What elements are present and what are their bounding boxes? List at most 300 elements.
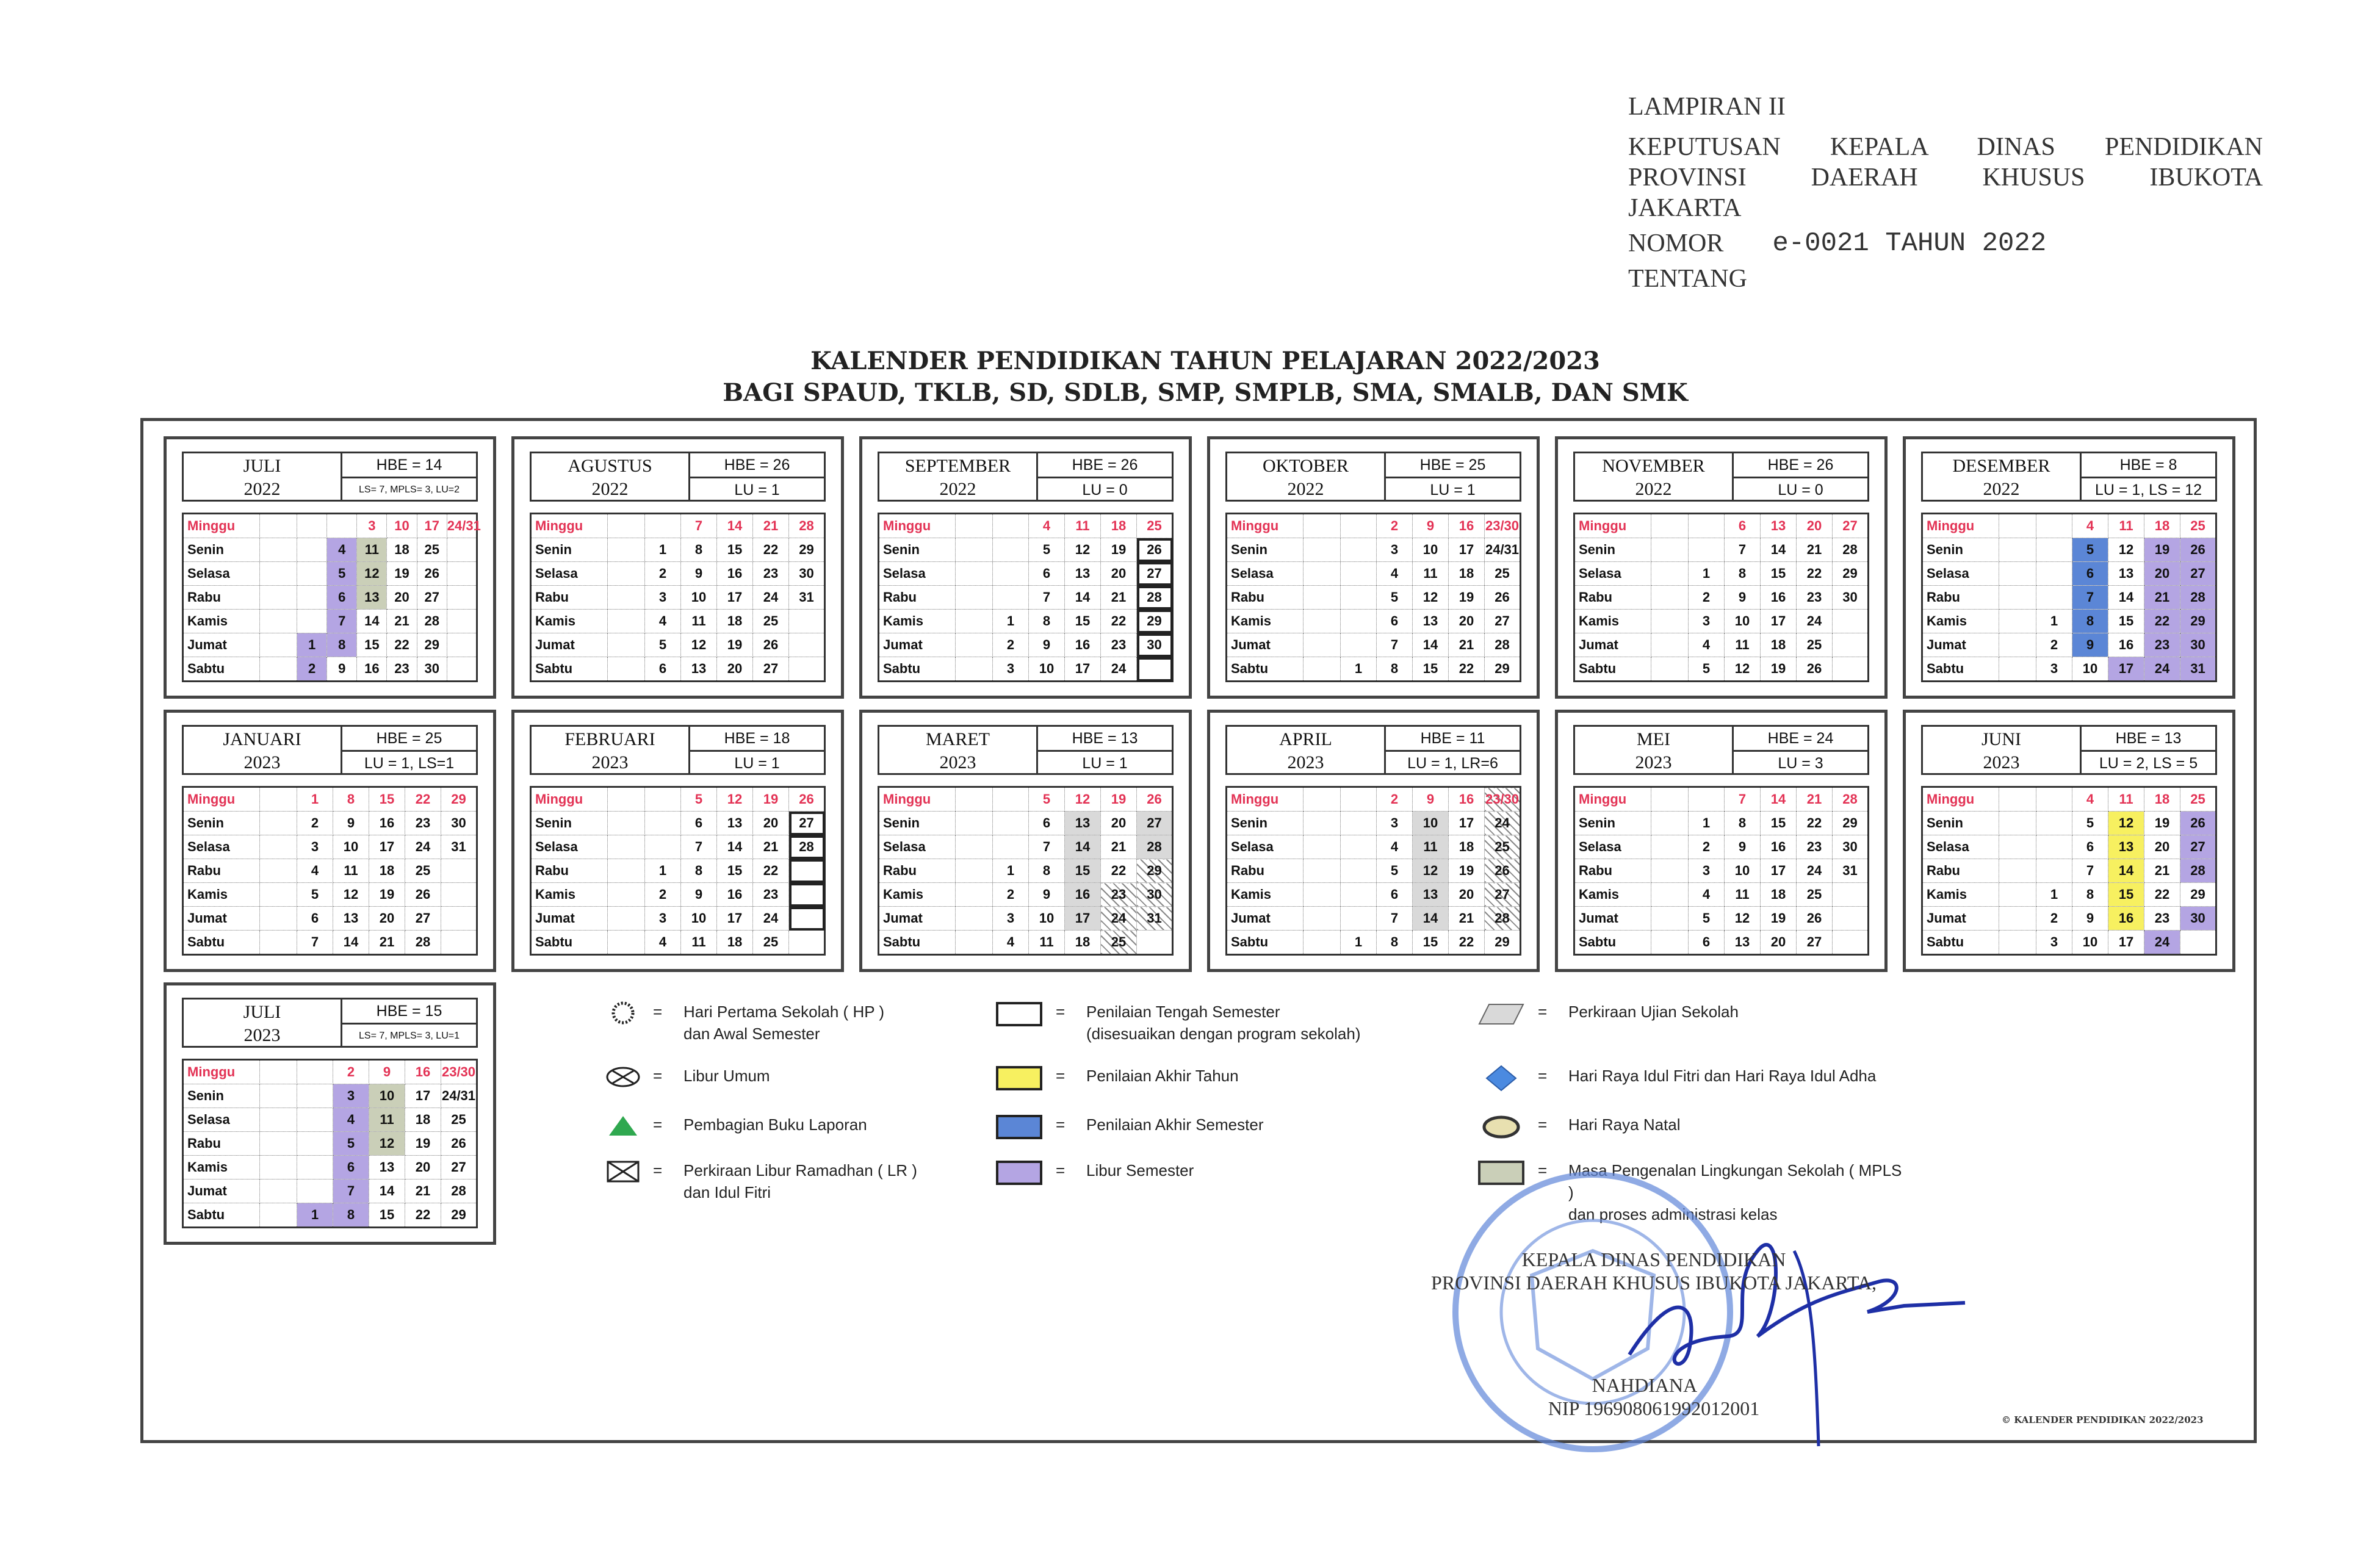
provinsi-line: PROVINSI DAERAH KHUSUS IBUKOTA (1628, 164, 2263, 192)
day-label: Selasa (531, 562, 608, 586)
date-cell: 15 (1761, 812, 1797, 835)
date-cell: 12 (2108, 812, 2144, 835)
date-cell (1833, 931, 1869, 955)
date-cell: 14 (357, 610, 387, 633)
date-cell: 6 (681, 812, 717, 835)
month-stats (690, 453, 824, 500)
date-cell: 3 (2036, 657, 2072, 682)
date-cell: 15 (1761, 562, 1797, 586)
date-cell: 29 (441, 787, 477, 812)
date-cell (1341, 610, 1377, 633)
month-header (1573, 725, 1869, 775)
date-cell: 2 (993, 883, 1029, 907)
date-cell: 18 (1101, 514, 1137, 538)
date-cell: 8 (333, 787, 369, 812)
day-label: Sabtu (1227, 657, 1304, 682)
month-name (1923, 453, 2082, 500)
date-cell: 13 (1725, 931, 1761, 955)
date-cell: 27 (1485, 883, 1521, 907)
day-label: Minggu (183, 787, 260, 812)
date-cell: 28 (1833, 538, 1869, 562)
date-cell: 21 (405, 1180, 441, 1203)
day-label: Minggu (1922, 514, 1999, 538)
week-row-selasa (1227, 562, 1521, 586)
date-cell: 15 (369, 787, 405, 812)
date-cell: 30 (1137, 883, 1173, 907)
date-cell: 15 (357, 633, 387, 657)
date-cell (2036, 586, 2072, 610)
spacer-cell (1304, 835, 1341, 859)
day-label: Selasa (183, 1108, 260, 1132)
spacer-cell (1651, 514, 1689, 538)
date-cell: 23 (1797, 586, 1833, 610)
date-cell (1833, 633, 1869, 657)
date-cell (789, 907, 825, 931)
spacer-cell (1304, 787, 1341, 812)
date-cell (447, 562, 477, 586)
day-label: Senin (1574, 538, 1651, 562)
legend-equals: = (653, 1161, 663, 1180)
date-cell: 21 (2144, 586, 2180, 610)
date-cell: 8 (1725, 562, 1761, 586)
date-cell: 16 (405, 1060, 441, 1084)
date-cell: 5 (1689, 657, 1725, 682)
date-cell: 6 (1377, 883, 1413, 907)
date-cell: 22 (405, 787, 441, 812)
date-cell: 1 (1689, 812, 1725, 835)
date-cell: 13 (1413, 883, 1449, 907)
date-cell (789, 883, 825, 907)
week-row-selasa (531, 835, 825, 859)
spacer-cell (608, 787, 645, 812)
spacer-cell (260, 562, 297, 586)
date-cell: 5 (1689, 907, 1725, 931)
holiday-summary: LU = 2, LS = 5 (2082, 750, 2215, 775)
date-cell: 12 (1065, 787, 1101, 812)
day-label: Selasa (531, 835, 608, 859)
spacer-cell (260, 1132, 297, 1156)
date-cell (993, 586, 1029, 610)
week-row-kamis (1574, 883, 1869, 907)
month-november-2022 (1555, 436, 1888, 699)
date-cell (2036, 562, 2072, 586)
date-cell: 5 (327, 562, 357, 586)
date-cell: 28 (405, 931, 441, 955)
week-row-kamis (531, 610, 825, 633)
day-label: Kamis (183, 883, 260, 907)
date-cell (1689, 514, 1725, 538)
date-cell: 5 (333, 1132, 369, 1156)
date-cell: 21 (1101, 586, 1137, 610)
date-cell: 25 (2180, 514, 2216, 538)
date-cell: 26 (405, 883, 441, 907)
date-cell: 4 (333, 1108, 369, 1132)
date-cell (1341, 859, 1377, 883)
spacer-cell (608, 812, 645, 835)
date-cell: 27 (1485, 610, 1521, 633)
date-cell: 22 (2144, 610, 2180, 633)
week-row-kamis (1922, 883, 2216, 907)
date-cell: 5 (1029, 538, 1065, 562)
month-year: 2022 (939, 479, 976, 499)
day-label: Kamis (183, 610, 260, 633)
week-row-rabu (1574, 859, 1869, 883)
legend-text: Perkiraan Libur Ramadhan ( LR ) dan Idul Fitri (683, 1161, 917, 1201)
spacer-cell (1999, 835, 2036, 859)
day-label: Rabu (183, 859, 260, 883)
date-cell: 19 (2144, 812, 2180, 835)
date-cell: 5 (2072, 812, 2108, 835)
week-row-minggu (531, 514, 825, 538)
signature-block (1410, 1248, 1898, 1420)
day-label: Senin (183, 812, 260, 835)
spacer-cell (956, 562, 993, 586)
day-label: Kamis (531, 610, 608, 633)
date-cell: 23 (2144, 907, 2180, 931)
spacer-cell (1651, 538, 1689, 562)
date-cell: 16 (1761, 586, 1797, 610)
month-juli-2022 (164, 436, 496, 699)
date-cell: 14 (1065, 835, 1101, 859)
date-cell: 10 (2072, 931, 2108, 955)
date-cell: 16 (1761, 835, 1797, 859)
pas-icon (995, 1114, 1033, 1138)
date-cell: 18 (387, 538, 417, 562)
date-cell: 26 (441, 1132, 477, 1156)
date-cell: 11 (1413, 562, 1449, 586)
date-cell: 4 (1377, 562, 1413, 586)
date-cell (1689, 787, 1725, 812)
tentang-label: TENTANG (1628, 265, 1747, 293)
week-row-sabtu (1574, 931, 1869, 955)
date-cell: 24 (753, 907, 789, 931)
legend-item (995, 1065, 1459, 1114)
spacer-cell (608, 633, 645, 657)
week-row-minggu (879, 787, 1173, 812)
date-cell: 16 (717, 883, 753, 907)
legend-equals: = (1538, 1003, 1548, 1021)
week-row-selasa (879, 835, 1173, 859)
signature-title-2: PROVINSI DAERAH KHUSUS IBUKOTA JAKARTA, (1431, 1272, 1877, 1294)
date-cell: 27 (2180, 562, 2216, 586)
date-cell: 22 (1101, 610, 1137, 633)
date-cell: 4 (645, 610, 681, 633)
spacer-cell (260, 883, 297, 907)
day-label: Rabu (1922, 859, 1999, 883)
date-cell: 8 (1029, 610, 1065, 633)
date-cell: 24/31 (447, 514, 477, 538)
date-cell: 25 (753, 931, 789, 955)
date-cell: 29 (1833, 562, 1869, 586)
date-cell: 17 (2108, 657, 2144, 682)
week-row-jumat (879, 633, 1173, 657)
date-cell: 22 (1797, 812, 1833, 835)
day-label: Kamis (1227, 610, 1304, 633)
week-row-jumat (183, 1180, 477, 1203)
date-cell: 13 (1413, 610, 1449, 633)
date-cell: 16 (1065, 633, 1101, 657)
date-cell: 20 (1449, 883, 1485, 907)
date-cell: 28 (789, 835, 825, 859)
date-cell: 24 (1797, 859, 1833, 883)
month-name (184, 727, 342, 773)
date-cell (993, 514, 1029, 538)
date-cell: 3 (2036, 931, 2072, 955)
spacer-cell (260, 514, 297, 538)
date-cell: 24 (405, 835, 441, 859)
date-cell (2036, 859, 2072, 883)
day-label: Sabtu (183, 657, 260, 682)
date-cell: 29 (789, 538, 825, 562)
date-cell: 30 (2180, 907, 2216, 931)
month-title: SEPTEMBER (904, 456, 1011, 476)
date-cell: 19 (1101, 787, 1137, 812)
date-cell: 6 (327, 586, 357, 610)
month-name (184, 1000, 342, 1046)
date-cell: 14 (1065, 586, 1101, 610)
month-name (1575, 453, 1734, 500)
day-label: Kamis (1574, 610, 1651, 633)
spacer-cell (260, 610, 297, 633)
legend-text: Pembagian Buku Laporan (683, 1115, 867, 1134)
date-cell: 21 (369, 931, 405, 955)
date-cell: 26 (1137, 787, 1173, 812)
day-label: Rabu (1574, 859, 1651, 883)
date-cell: 18 (717, 931, 753, 955)
month-title: NOVEMBER (1602, 456, 1705, 476)
day-label: Rabu (1227, 859, 1304, 883)
date-cell: 26 (1137, 538, 1173, 562)
date-cell: 3 (645, 586, 681, 610)
date-cell: 7 (1725, 538, 1761, 562)
date-cell: 22 (387, 633, 417, 657)
legend-text: Hari Raya Natal (1568, 1115, 1681, 1134)
date-cell: 10 (333, 835, 369, 859)
date-cell: 10 (387, 514, 417, 538)
month-stats (342, 453, 476, 500)
date-cell: 28 (1485, 633, 1521, 657)
day-label: Selasa (1227, 562, 1304, 586)
date-cell (1341, 835, 1377, 859)
ls-icon (995, 1159, 1033, 1184)
date-cell: 19 (1761, 657, 1797, 682)
week-row-minggu (1574, 514, 1869, 538)
week-row-rabu (531, 859, 825, 883)
date-cell: 15 (2108, 883, 2144, 907)
spacer-cell (608, 610, 645, 633)
spacer-cell (608, 931, 645, 955)
date-cell: 9 (1725, 835, 1761, 859)
spacer-cell (956, 883, 993, 907)
date-cell: 28 (1137, 835, 1173, 859)
date-cell: 1 (2036, 883, 2072, 907)
month-stats (1734, 453, 1867, 500)
date-cell: 18 (1449, 835, 1485, 859)
date-cell: 18 (2144, 514, 2180, 538)
date-cell (645, 514, 681, 538)
spacer-cell (956, 633, 993, 657)
day-label: Kamis (1922, 883, 1999, 907)
week-row-sabtu (183, 1203, 477, 1228)
legend-text: Penilaian Akhir Semester (1086, 1115, 1264, 1134)
spacer-cell (1999, 931, 2036, 955)
date-cell: 24/31 (441, 1084, 477, 1108)
date-cell (441, 907, 477, 931)
date-cell: 26 (2180, 812, 2216, 835)
date-cell: 10 (681, 907, 717, 931)
week-row-jumat (1574, 907, 1869, 931)
date-cell: 1 (2036, 610, 2072, 633)
spacer-cell (1304, 514, 1341, 538)
date-cell: 2 (2036, 633, 2072, 657)
week-row-minggu (1227, 514, 1521, 538)
date-cell: 11 (2108, 514, 2144, 538)
spacer-cell (1999, 610, 2036, 633)
month-stats (1734, 727, 1867, 773)
month-year: 2023 (939, 752, 976, 773)
spacer-cell (1999, 562, 2036, 586)
date-cell: 30 (1833, 835, 1869, 859)
day-label: Rabu (183, 586, 260, 610)
date-cell: 8 (1377, 657, 1413, 682)
date-cell: 20 (387, 586, 417, 610)
date-cell (447, 610, 477, 633)
date-cell: 5 (681, 787, 717, 812)
spacer-cell (1304, 812, 1341, 835)
date-cell: 22 (1449, 657, 1485, 682)
date-cell: 1 (297, 1203, 333, 1228)
date-cell: 4 (1689, 633, 1725, 657)
week-row-minggu (183, 514, 477, 538)
date-cell: 13 (333, 907, 369, 931)
day-label: Jumat (879, 633, 956, 657)
date-cell: 4 (1689, 883, 1725, 907)
date-cell: 21 (1449, 633, 1485, 657)
date-cell: 21 (2144, 859, 2180, 883)
spacer-cell (260, 1156, 297, 1180)
date-cell (447, 657, 477, 682)
week-row-senin (183, 812, 477, 835)
week-row-senin (879, 538, 1173, 562)
month-year: 2022 (243, 479, 281, 499)
spacer-cell (1999, 907, 2036, 931)
spacer-cell (1651, 787, 1689, 812)
month-title: OKTOBER (1262, 456, 1349, 476)
day-label: Rabu (1574, 586, 1651, 610)
holiday-summary: LU = 0 (1734, 477, 1867, 502)
week-row-jumat (183, 633, 477, 657)
date-cell: 20 (405, 1156, 441, 1180)
day-label: Minggu (183, 514, 260, 538)
date-cell: 7 (2072, 859, 2108, 883)
month-year: 2023 (243, 752, 281, 773)
hbe-count: HBE = 8 (2119, 456, 2177, 474)
date-cell: 7 (1029, 835, 1065, 859)
date-cell: 17 (405, 1084, 441, 1108)
spacer-cell (1651, 562, 1689, 586)
day-label: Minggu (1227, 514, 1304, 538)
spacer-cell (608, 562, 645, 586)
week-row-jumat (531, 633, 825, 657)
date-cell: 26 (1797, 907, 1833, 931)
hbe-count: HBE = 13 (2115, 730, 2182, 747)
date-cell: 11 (1725, 883, 1761, 907)
date-cell: 20 (1101, 812, 1137, 835)
date-cell: 2 (297, 657, 327, 682)
nomor-row (1628, 228, 2263, 259)
date-cell: 19 (1101, 538, 1137, 562)
week-row-sabtu (183, 931, 477, 955)
date-cell (1137, 657, 1173, 682)
nomor-value: e-0021 TAHUN 2022 (1772, 228, 2047, 259)
legend-item (995, 1001, 1459, 1050)
day-label: Sabtu (1574, 657, 1651, 682)
week-row-senin (1922, 538, 2216, 562)
month-header (530, 452, 826, 502)
date-cell (789, 859, 825, 883)
week-row-kamis (879, 883, 1173, 907)
week-row-selasa (1574, 562, 1869, 586)
date-cell: 29 (1137, 610, 1173, 633)
date-cell: 10 (1413, 538, 1449, 562)
date-cell: 24 (1485, 812, 1521, 835)
week-row-jumat (531, 907, 825, 931)
month-day-grid (1921, 786, 2217, 956)
month-title: DESEMBER (1952, 456, 2050, 476)
day-label: Jumat (1922, 633, 1999, 657)
holiday-summary: LU = 1 (1386, 477, 1520, 502)
libur-umum-icon (604, 1065, 642, 1089)
legend-text: Penilaian Akhir Tahun (1086, 1067, 1239, 1085)
spacer-cell (1651, 907, 1689, 931)
day-label: Sabtu (183, 931, 260, 955)
month-name (879, 727, 1038, 773)
pts-icon (995, 1001, 1033, 1025)
date-cell: 19 (1449, 859, 1485, 883)
date-cell (297, 1132, 333, 1156)
month-name (532, 453, 690, 500)
month-title: APRIL (1279, 729, 1332, 749)
date-cell: 9 (1029, 883, 1065, 907)
date-cell: 22 (2144, 883, 2180, 907)
week-row-sabtu (1922, 657, 2216, 682)
date-cell: 14 (1761, 538, 1797, 562)
date-cell: 14 (1413, 633, 1449, 657)
month-title: JULI (243, 456, 281, 476)
month-name (532, 727, 690, 773)
week-row-kamis (183, 1156, 477, 1180)
date-cell (2036, 514, 2072, 538)
date-cell: 17 (1761, 859, 1797, 883)
date-cell: 9 (369, 1060, 405, 1084)
spacer-cell (1651, 859, 1689, 883)
spacer-cell (1651, 812, 1689, 835)
legend-item (995, 1159, 1459, 1208)
date-cell: 18 (1761, 633, 1797, 657)
date-cell: 14 (369, 1180, 405, 1203)
date-cell: 3 (357, 514, 387, 538)
date-cell (993, 812, 1029, 835)
week-row-minggu (183, 1060, 477, 1084)
day-label: Kamis (531, 883, 608, 907)
date-cell: 4 (645, 931, 681, 955)
holiday-summary: LU = 1, LR=6 (1386, 750, 1520, 775)
date-cell (2036, 812, 2072, 835)
date-cell: 1 (645, 859, 681, 883)
date-cell: 14 (333, 931, 369, 955)
day-label: Senin (879, 538, 956, 562)
date-cell: 19 (2144, 538, 2180, 562)
